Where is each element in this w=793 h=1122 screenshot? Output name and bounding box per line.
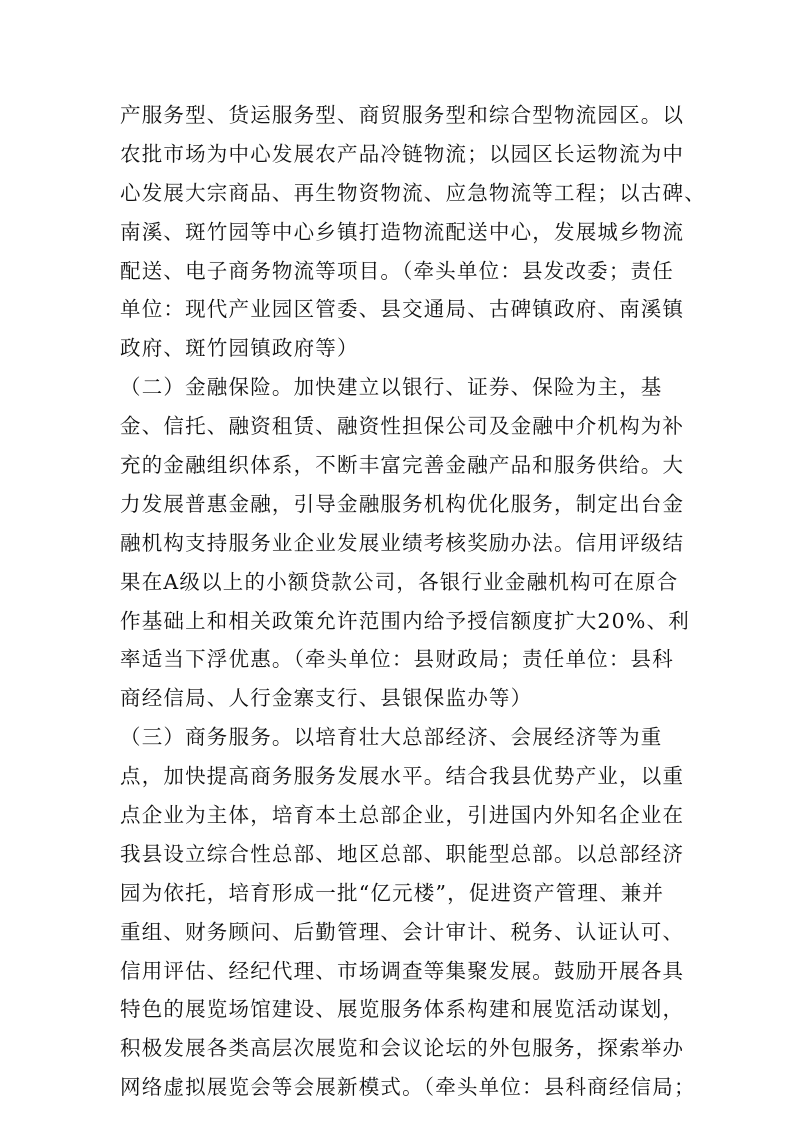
text-line: 我县设立综合性总部、地区总部、职能型总部。以总部经济 bbox=[120, 841, 685, 866]
text-line: 农批市场为中心发展农产品冷链物流；以园区长运物流为中 bbox=[120, 141, 685, 166]
text-line: 心发展大宗商品、再生物资物流、应急物流等工程；以古碑、 bbox=[120, 180, 706, 205]
text-line: 重组、财务顾问、后勤管理、会计审计、税务、认证认可、 bbox=[120, 919, 685, 944]
text-line: （二）金融保险。加快建立以银行、证券、保险为主，基 bbox=[120, 375, 663, 400]
body-text bbox=[120, 96, 706, 1107]
text-line: 积极发展各类高层次展览和会议论坛的外包服务，探索举办 bbox=[120, 1036, 685, 1061]
text-line: 信用评估、经纪代理、市场调查等集聚发展。鼓励开展各具 bbox=[120, 958, 685, 983]
text-line: 金、信托、融资租赁、融资性担保公司及金融中介机构为补 bbox=[120, 414, 685, 439]
text-line: 配送、电子商务物流等项目。（牵头单位：县发改委；责任 bbox=[120, 258, 674, 283]
text-line: 产服务型、货运服务型、商贸服务型和综合型物流园区。以 bbox=[120, 103, 685, 127]
text-line: （三）商务服务。以培育壮大总部经济、会展经济等为重 bbox=[120, 725, 663, 750]
text-line: 果在A级以上的小额贷款公司，各银行业金融机构可在原合 bbox=[120, 569, 679, 594]
text-line: 南溪、斑竹园等中心乡镇打造物流配送中心，发展城乡物流 bbox=[120, 219, 685, 244]
text-line: 政府、斑竹园镇政府等） bbox=[120, 336, 359, 361]
text-line: 特色的展览场馆建设、展览服务体系构建和展览活动谋划， bbox=[120, 997, 685, 1022]
text-line: 网络虚拟展览会等会展新模式。（牵头单位：县科商经信局； bbox=[120, 1075, 696, 1100]
text-line: 率适当下浮优惠。（牵头单位：县财政局；责任单位：县科 bbox=[120, 647, 674, 672]
text-line: 点企业为主体，培育本土总部企业，引进国内外知名企业在 bbox=[120, 803, 685, 828]
text-line: 融机构支持服务业企业发展业绩考核奖励办法。信用评级结 bbox=[120, 530, 685, 555]
text-line: 园为依托，培育形成一批“亿元楼”，促进资产管理、兼并 bbox=[120, 880, 665, 905]
text-line: 充的金融组织体系，不断丰富完善金融产品和服务供给。大 bbox=[120, 453, 685, 478]
text-line: 点，加快提高商务服务发展水平。结合我县优势产业，以重 bbox=[120, 764, 685, 789]
text-line: 力发展普惠金融，引导金融服务机构优化服务，制定出台金 bbox=[120, 491, 685, 516]
text-line: 作基础上和相关政策允许范围内给予授信额度扩大20%、利 bbox=[120, 608, 690, 633]
text-line: 单位：现代产业园区管委、县交通局、古碑镇政府、南溪镇 bbox=[120, 297, 685, 322]
text-line: 商经信局、人行金寨支行、县银保监办等） bbox=[120, 686, 533, 711]
